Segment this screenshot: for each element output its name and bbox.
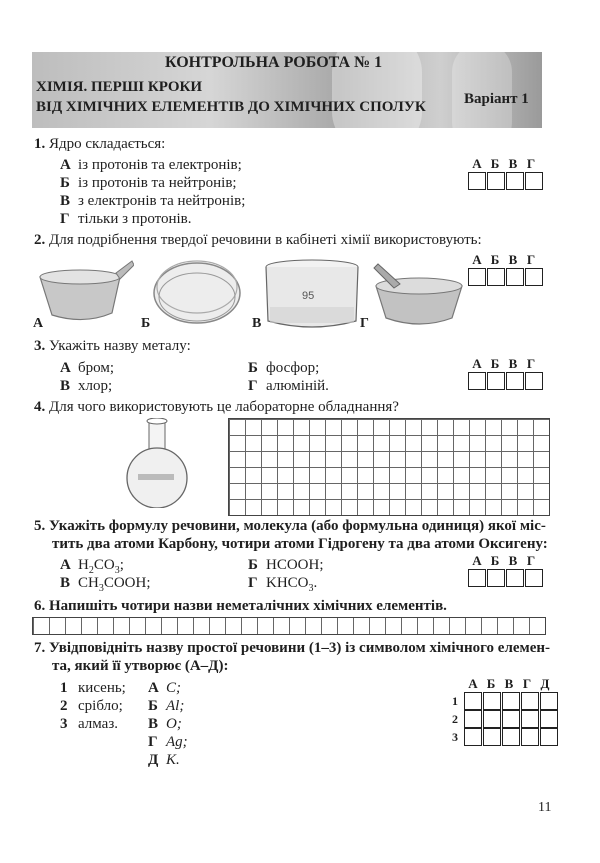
answer-box[interactable] <box>464 692 482 710</box>
q2-picture-label-a: А <box>33 316 44 331</box>
q1-option-d: Г тільки з протонів. <box>60 211 192 227</box>
page-number: 11 <box>538 800 552 815</box>
answer-box[interactable] <box>464 728 482 746</box>
q6-answer-row[interactable] <box>32 617 546 635</box>
q5-option-a: А $H_2CO_3$; <box>60 557 124 576</box>
q7-prompt-line2: та, який її утворює (А–Д): <box>52 658 229 674</box>
answer-box[interactable] <box>487 569 505 587</box>
q7-answer-matrix[interactable]: А Б В Г Д 1 2 3 <box>452 676 559 746</box>
answer-box[interactable] <box>525 268 543 286</box>
answer-box[interactable] <box>525 569 543 587</box>
q2-prompt: 2. Для подрібнення твердої речовини в кабінеті хімії використовують: <box>34 232 482 248</box>
answer-box[interactable] <box>468 172 486 190</box>
q6-prompt: 6. Напишіть чотири назви неметалічних хімічних елементів. <box>34 598 447 614</box>
answer-box[interactable] <box>525 172 543 190</box>
glass-beaker-image <box>262 257 362 335</box>
answer-box[interactable] <box>521 728 539 746</box>
answer-box[interactable] <box>487 372 505 390</box>
test-subtitle-1: ХІМІЯ. ПЕРШІ КРОКИ <box>36 79 203 95</box>
answer-box[interactable] <box>483 728 501 746</box>
answer-box[interactable] <box>487 268 505 286</box>
q7-left-1: 1 кисень; <box>60 680 126 696</box>
mortar-pestle-image <box>372 262 467 332</box>
q5-option-b: Б HCOOH; <box>248 557 324 573</box>
answer-box[interactable] <box>487 172 505 190</box>
q5-option-c: В $CH_3COOH$; <box>60 575 151 594</box>
answer-box[interactable] <box>468 268 486 286</box>
round-bottom-flask-image <box>118 418 198 508</box>
q3-answer-grid[interactable]: А Б В Г <box>468 356 544 390</box>
answer-box[interactable] <box>525 372 543 390</box>
q4-answer-writing-grid[interactable] <box>228 418 550 516</box>
q1-option-c: В з електронів та нейтронів; <box>60 193 246 209</box>
answer-box[interactable] <box>506 569 524 587</box>
answer-box[interactable] <box>483 710 501 728</box>
q7-right-e: Д K. <box>148 752 180 768</box>
flask-photo-decor-2 <box>452 52 512 128</box>
q7-right-c: В O; <box>148 716 182 732</box>
answer-box[interactable] <box>468 569 486 587</box>
q5-prompt-line2: тить два атоми Карбону, чотири атоми Гідрогену та два атоми Оксигену: <box>52 536 548 552</box>
q1-prompt: 1. Ядро складається: <box>34 136 166 152</box>
answer-box[interactable] <box>540 728 558 746</box>
petri-dish-image <box>150 253 245 333</box>
answer-box[interactable] <box>502 728 520 746</box>
answer-box[interactable] <box>502 692 520 710</box>
q2-picture-label-b: Б <box>141 316 151 331</box>
beaker-volume-label: 95 <box>302 290 315 302</box>
crucible-dish-image <box>34 255 134 330</box>
answer-box[interactable] <box>468 372 486 390</box>
answer-box[interactable] <box>521 692 539 710</box>
q3-option-b: Б фосфор; <box>248 360 320 376</box>
answer-box[interactable] <box>483 692 501 710</box>
q2-picture-label-d: Г <box>360 316 369 331</box>
matrix-row-number: 1 <box>452 693 458 708</box>
q7-right-b: Б Al; <box>148 698 185 714</box>
q1-option-a: А із протонів та електронів; <box>60 157 242 173</box>
answer-box[interactable] <box>521 710 539 728</box>
q7-right-d: Г Ag; <box>148 734 188 750</box>
q7-left-2: 2 срібло; <box>60 698 123 714</box>
matrix-row-number: 2 <box>452 711 458 726</box>
answer-box[interactable] <box>540 710 558 728</box>
variant-label: Варіант 1 <box>464 91 529 107</box>
q3-option-c: В хлор; <box>60 378 113 394</box>
q3-option-a: А бром; <box>60 360 115 376</box>
answer-box[interactable] <box>502 710 520 728</box>
answer-box[interactable] <box>506 372 524 390</box>
answer-box[interactable] <box>464 710 482 728</box>
q1-answer-grid[interactable]: А Б В Г <box>468 156 544 190</box>
q2-answer-grid[interactable]: А Б В Г <box>468 252 544 286</box>
test-subtitle-2: ВІД ХІМІЧНИХ ЕЛЕМЕНТІВ ДО ХІМІЧНИХ СПОЛУК <box>36 99 426 115</box>
q3-prompt: 3. Укажіть назву металу: <box>34 338 191 354</box>
answer-box[interactable] <box>540 692 558 710</box>
test-title: КОНТРОЛЬНА РОБОТА № 1 <box>165 54 383 71</box>
q7-right-a: А C; <box>148 680 181 696</box>
answer-box[interactable] <box>506 268 524 286</box>
q2-picture-label-c: В <box>252 316 262 331</box>
answer-box[interactable] <box>506 172 524 190</box>
matrix-row-number: 3 <box>452 729 458 744</box>
q5-answer-grid[interactable]: А Б В Г <box>468 553 544 587</box>
q5-prompt-line1: 5. Укажіть формулу речовини, молекула (або формульна одиниця) якої міс- <box>34 518 546 534</box>
q5-option-d: Г $KHCO_3$. <box>248 575 318 594</box>
q7-left-3: 3 алмаз. <box>60 716 118 732</box>
q4-prompt: 4. Для чого використовують це лабораторне обладнання? <box>34 399 399 415</box>
q1-option-b: Б із протонів та нейтронів; <box>60 175 237 191</box>
q7-prompt-line1: 7. Увідповідніть назву простої речовини (1–3) із символом хімічного елемен- <box>34 640 551 656</box>
q3-option-d: Г алюміній. <box>248 378 329 394</box>
